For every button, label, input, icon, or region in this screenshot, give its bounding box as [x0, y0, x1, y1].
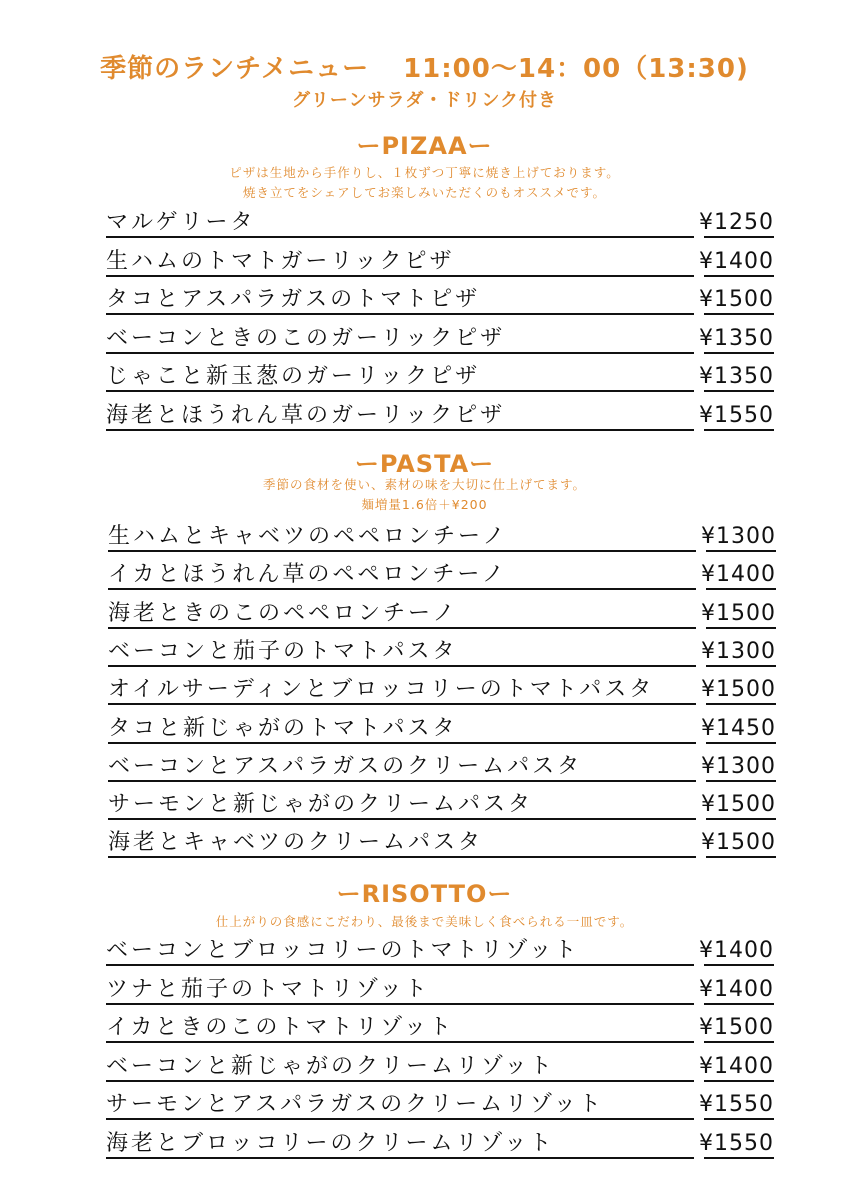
menu-item-underline	[106, 275, 694, 277]
price-underline	[704, 1157, 774, 1159]
menu-item-name: サーモンとアスパラガスのクリームリゾット	[106, 1092, 604, 1117]
menu-item-underline	[106, 390, 694, 392]
menu-item-underline	[108, 665, 696, 667]
price-underline	[706, 627, 776, 629]
menu-item-name: ベーコンと新じゃがのクリームリゾット	[106, 1053, 555, 1079]
pasta-menu-item	[108, 714, 776, 744]
menu-item-price: ¥1550	[699, 1130, 774, 1156]
pasta-menu-item	[108, 675, 776, 705]
menu-item-underline	[108, 818, 696, 820]
menu-item-name: 海老とキャベツのクリームパスタ	[108, 830, 484, 856]
menu-item-underline	[108, 703, 696, 705]
menu-item-price: ¥1400	[699, 248, 774, 274]
menu-item-name: サーモンと新じゃがのクリームパスタ	[108, 792, 534, 818]
pasta-menu-item	[108, 560, 776, 590]
menu-title	[0, 48, 849, 85]
lunch-hours: 11:00～14：00（13:30)	[403, 54, 749, 84]
menu-item-underline	[106, 313, 694, 315]
price-underline	[706, 780, 776, 782]
menu-item-underline	[106, 964, 694, 966]
menu-item-underline	[106, 1080, 694, 1082]
price-underline	[704, 1003, 774, 1005]
menu-item-price: ¥1500	[701, 600, 776, 626]
price-underline	[706, 550, 776, 552]
risotto-menu-item	[106, 975, 774, 1005]
price-underline	[706, 818, 776, 820]
menu-item-price: ¥1400	[699, 976, 774, 1002]
menu-item-name: 海老とブロッコリーのクリームリゾット	[106, 1130, 555, 1156]
price-underline	[706, 742, 776, 744]
menu-item-underline	[106, 1041, 694, 1043]
menu-item-price: ¥1550	[699, 402, 774, 428]
menu-item-name: 海老とほうれん草のガーリックピザ	[106, 402, 506, 428]
risotto-menu-item	[106, 1052, 774, 1082]
menu-item-name: タコと新じゃがのトマトパスタ	[108, 715, 458, 741]
pasta-heading: ーPASTAー	[354, 450, 495, 478]
menu-item-name: イカとほうれん草のペペロンチーノ	[108, 562, 507, 588]
menu-item-price: ¥1450	[701, 715, 776, 741]
menu-item-name: 生ハムとキャベツのペペロンチーノ	[108, 524, 508, 549]
menu-item-underline	[108, 588, 696, 590]
menu-item-name: ベーコンと茄子のトマトパスタ	[108, 638, 458, 664]
price-underline	[704, 1080, 774, 1082]
menu-item-underline	[106, 236, 694, 238]
menu-item-name: マルゲリータ	[106, 210, 256, 235]
pizza-heading: ーPIZAAー	[356, 132, 493, 160]
price-underline	[706, 665, 776, 667]
price-underline	[704, 390, 774, 392]
pizza-menu-item	[106, 324, 774, 354]
risotto-description-1: 仕上がりの食感にこだわり、最後まで美味しく食べられる一皿です。	[215, 914, 634, 929]
menu-item-underline	[106, 352, 694, 354]
menu-item-price: ¥1400	[699, 938, 774, 963]
menu-item-underline	[108, 627, 696, 629]
menu-item-underline	[106, 429, 694, 431]
pizza-menu-item	[106, 401, 774, 431]
menu-item-price: ¥1500	[699, 1015, 774, 1040]
price-underline	[704, 313, 774, 315]
menu-item-name: ツナと茄子のトマトリゾット	[106, 976, 430, 1002]
menu-item-name: じゃこと新玉葱のガーリックピザ	[106, 364, 481, 389]
price-underline	[704, 275, 774, 277]
risotto-heading: ーRISOTTOー	[336, 880, 513, 908]
pizza-description-2: 焼き立てをシェアしてお楽しみいただくのもオススメです。	[242, 185, 607, 200]
menu-item-price: ¥1550	[699, 1092, 774, 1117]
risotto-menu-item	[106, 936, 774, 966]
price-underline	[704, 1118, 774, 1120]
price-underline	[704, 964, 774, 966]
menu-item-price: ¥1300	[701, 638, 776, 664]
menu-item-price: ¥1400	[699, 1053, 774, 1079]
pasta-description-1: 季節の食材を使い、素材の味を大切に仕上げてます。	[262, 477, 586, 492]
pizza-menu-item	[106, 247, 774, 277]
menu-item-underline	[106, 1118, 694, 1120]
risotto-menu-item	[106, 1013, 774, 1043]
menu-item-underline	[108, 742, 696, 744]
menu-item-name: ベーコンときのこのガーリックピザ	[106, 325, 506, 351]
menu-item-name: オイルサーディンとブロッコリーのトマトパスタ	[108, 677, 655, 703]
pasta-menu-item	[108, 599, 776, 629]
price-underline	[706, 703, 776, 705]
menu-item-name: ベーコンとブロッコリーのトマトリゾット	[106, 938, 580, 963]
menu-item-name: ベーコンとアスパラガスのクリームパスタ	[108, 753, 583, 779]
menu-item-price: ¥1400	[701, 562, 776, 588]
menu-item-underline	[108, 780, 696, 782]
pizza-menu-item	[106, 362, 774, 392]
pizza-description-1: ピザは生地から手作りし、１枚ずつ丁寧に焼き上げております。	[229, 165, 620, 180]
price-underline	[704, 1041, 774, 1043]
price-underline	[704, 429, 774, 431]
pizza-menu-item	[106, 285, 774, 315]
pasta-menu-item	[108, 752, 776, 782]
menu-item-price: ¥1500	[701, 677, 776, 703]
menu-item-price: ¥1350	[699, 325, 774, 351]
menu-item-underline	[106, 1157, 694, 1159]
pasta-menu-item	[108, 828, 776, 858]
menu-item-underline	[106, 1003, 694, 1005]
risotto-menu-item	[106, 1129, 774, 1159]
menu-item-price: ¥1250	[699, 210, 774, 235]
menu-item-price: ¥1500	[701, 830, 776, 856]
menu-item-name: 生ハムのトマトガーリックピザ	[106, 248, 455, 274]
menu-item-price: ¥1350	[699, 364, 774, 389]
pasta-menu-item	[108, 522, 776, 552]
menu-title-text: 季節のランチメニュー	[100, 54, 370, 84]
price-underline	[706, 588, 776, 590]
pasta-menu-item	[108, 790, 776, 820]
menu-subtitle: グリーンサラダ・ドリンク付き	[291, 90, 558, 111]
risotto-menu-item	[106, 1090, 774, 1120]
menu-item-name: タコとアスパラガスのトマトピザ	[106, 287, 481, 312]
menu-item-price: ¥1500	[701, 792, 776, 818]
menu-item-name: 海老ときのこのペペロンチーノ	[108, 600, 458, 626]
menu-item-price: ¥1500	[699, 287, 774, 312]
price-underline	[704, 236, 774, 238]
menu-item-underline	[108, 856, 696, 858]
menu-item-price: ¥1300	[701, 753, 776, 779]
menu-item-underline	[108, 550, 696, 552]
menu-item-name: イカときのこのトマトリゾット	[106, 1015, 455, 1040]
pasta-description-2: 麺増量1.6倍＋¥200	[361, 497, 488, 512]
pasta-menu-item	[108, 637, 776, 667]
price-underline	[704, 352, 774, 354]
price-underline	[706, 856, 776, 858]
pizza-menu-item	[106, 208, 774, 238]
menu-item-price: ¥1300	[701, 524, 776, 549]
